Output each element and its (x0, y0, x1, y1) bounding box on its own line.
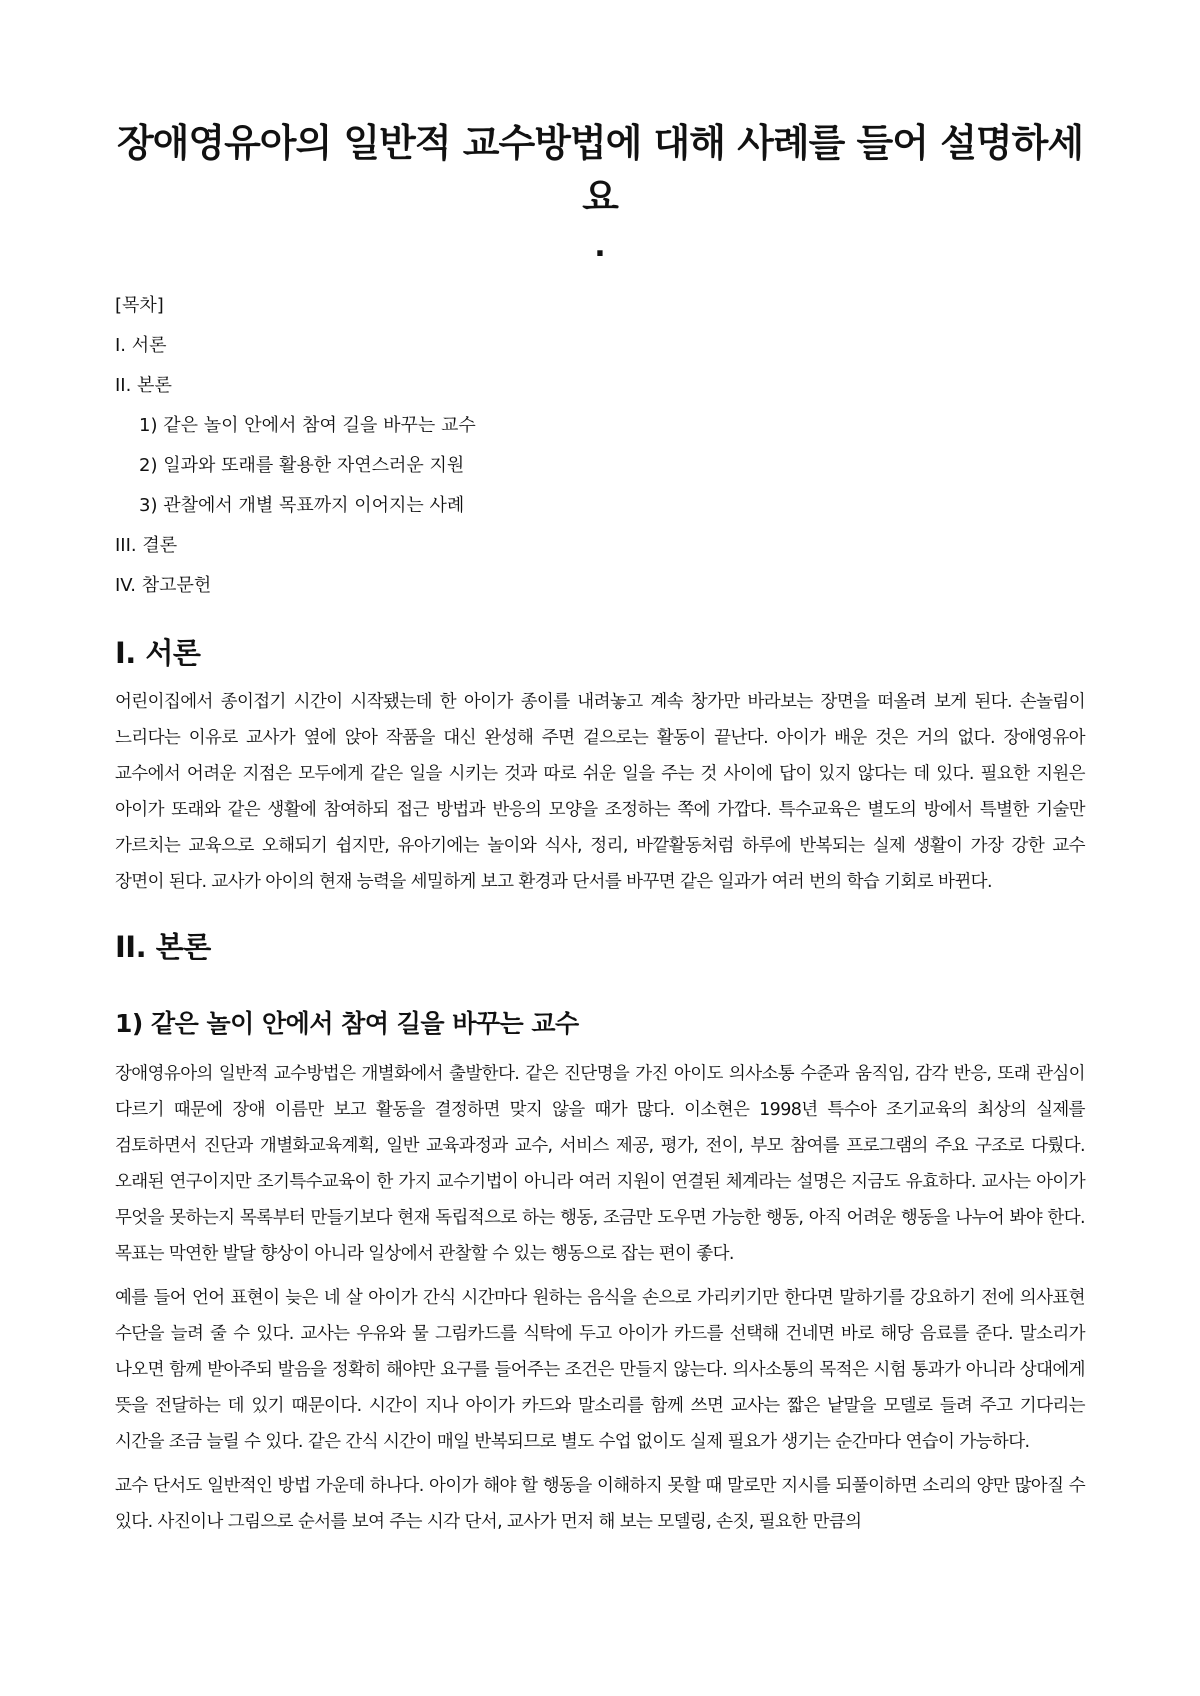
title-dot: . (594, 229, 606, 264)
section-heading-intro: I. 서론 (115, 636, 201, 670)
body-paragraph-3: 교수 단서도 일반적인 방법 가운데 하나다. 아이가 해야 할 행동을 이해하지 못할 때 말로만 지시를 되풀이하면 소리의 양만 많아질 수 있다. 사진이나 그림으로 순서를 보여 주는 시각 단서, 교사가 먼저 해 보는 모델링, 손짓, 필요한 만큼의 (115, 1476, 1085, 1532)
intro-paragraph: 어린이집에서 종이접기 시간이 시작됐는데 한 아이가 종이를 내려놓고 계속 창가만 바라보는 장면을 떠올려 보게 된다. 손놀림이 느리다는 이유로 교사가 옆에 앉아 작품을 대신 완성해 주면 겉으로는 활동이 끝난다. 아이가 배운 것은 거의 없다. 장애영유아 교수에서 어려운 지점은 모두에게 같은 일을 시키는 것과 따로 쉬운 일을 주는 것 사이에 답이 있지 않다는 데 있다. 필요한 지원은 아이가 또래와 같은 생활에 참여하되 접근 방법과 반응의 모양을 조정하는 쪽에 가깝다. 특수교육은 별도의 방에서 특별한 기술만 가르치는 교육으로 오해되기 쉽지만, 유아기에는 놀이와 식사, 정리, 바깥활동처럼 하루에 반복되는 실제 생활이 가장 강한 교수 장면이 된다. 교사가 아이의 현재 능력을 세밀하게 보고 환경과 단서를 바꾸면 같은 일과가 여러 번의 학습 기회로 바뀐다. (115, 692, 1085, 892)
body-paragraph-1: 장애영유아의 일반적 교수방법은 개별화에서 출발한다. 같은 진단명을 가진 아이도 의사소통 수준과 움직임, 감각 반응, 또래 관심이 다르기 때문에 장애 이름만 보고 활동을 결정하면 맞지 않을 때가 많다. 이소현은 1998년 특수아 조기교육의 최상의 실제를 검토하면서 진단과 개별화교육계획, 일반 교육과정과 교수, 서비스 제공, 평가, 전이, 부모 참여를 프로그램의 주요 구조로 다뤘다. 오래된 연구이지만 조기특수교육이 한 가지 교수기법이 아니라 여러 지원이 연결된 체계라는 설명은 지금도 유효하다. 교사는 아이가 무엇을 못하는지 목록부터 만들기보다 현재 독립적으로 하는 행동, 조금만 도우면 가능한 행동, 아직 어려운 행동을 나누어 봐야 한다. 목표는 막연한 발달 향상이 아니라 일상에서 관찰할 수 있는 행동으로 잡는 편이 좋다. (115, 1064, 1085, 1264)
subsection-heading-1: 1) 같은 놀이 안에서 참여 길을 바꾸는 교수 (115, 1009, 579, 1038)
toc-item-intro: I. 서론 (115, 335, 167, 356)
toc-label: [목차] (115, 295, 164, 316)
toc-item-body-3: 3) 관찰에서 개별 목표까지 이어지는 사례 (139, 495, 465, 516)
section-heading-body: II. 본론 (115, 930, 211, 964)
toc-item-body-2: 2) 일과와 또래를 활용한 자연스러운 지원 (139, 455, 465, 476)
toc-item-body: II. 본론 (115, 375, 172, 396)
toc-item-body-1: 1) 같은 놀이 안에서 참여 길을 바꾸는 교수 (139, 415, 476, 436)
table-of-contents (115, 286, 1085, 606)
toc-item-references: IV. 참고문헌 (115, 575, 212, 596)
body-paragraph-2: 예를 들어 언어 표현이 늦은 네 살 아이가 간식 시간마다 원하는 음식을 손으로 가리키기만 한다면 말하기를 강요하기 전에 의사표현 수단을 늘려 줄 수 있다. 교사는 우유와 물 그림카드를 식탁에 두고 아이가 카드를 선택해 건네면 바로 해당 음료를 준다. 말소리가 나오면 함께 받아주되 발음을 정확히 해야만 요구를 들어주는 조건은 만들지 않는다. 의사소통의 목적은 시험 통과가 아니라 상대에게 뜻을 전달하는 데 있기 때문이다. 시간이 지나 아이가 카드와 말소리를 함께 쓰면 교사는 짧은 낱말을 모델로 들려 주고 기다리는 시간을 조금 늘릴 수 있다. 같은 간식 시간이 매일 반복되므로 별도 수업 없이도 실제 필요가 생기는 순간마다 연습이 가능하다. (115, 1288, 1085, 1452)
toc-item-conclusion: III. 결론 (115, 535, 178, 556)
document-title: 장애영유아의 일반적 교수방법에 대해 사례를 들어 설명하세요 (116, 121, 1084, 219)
